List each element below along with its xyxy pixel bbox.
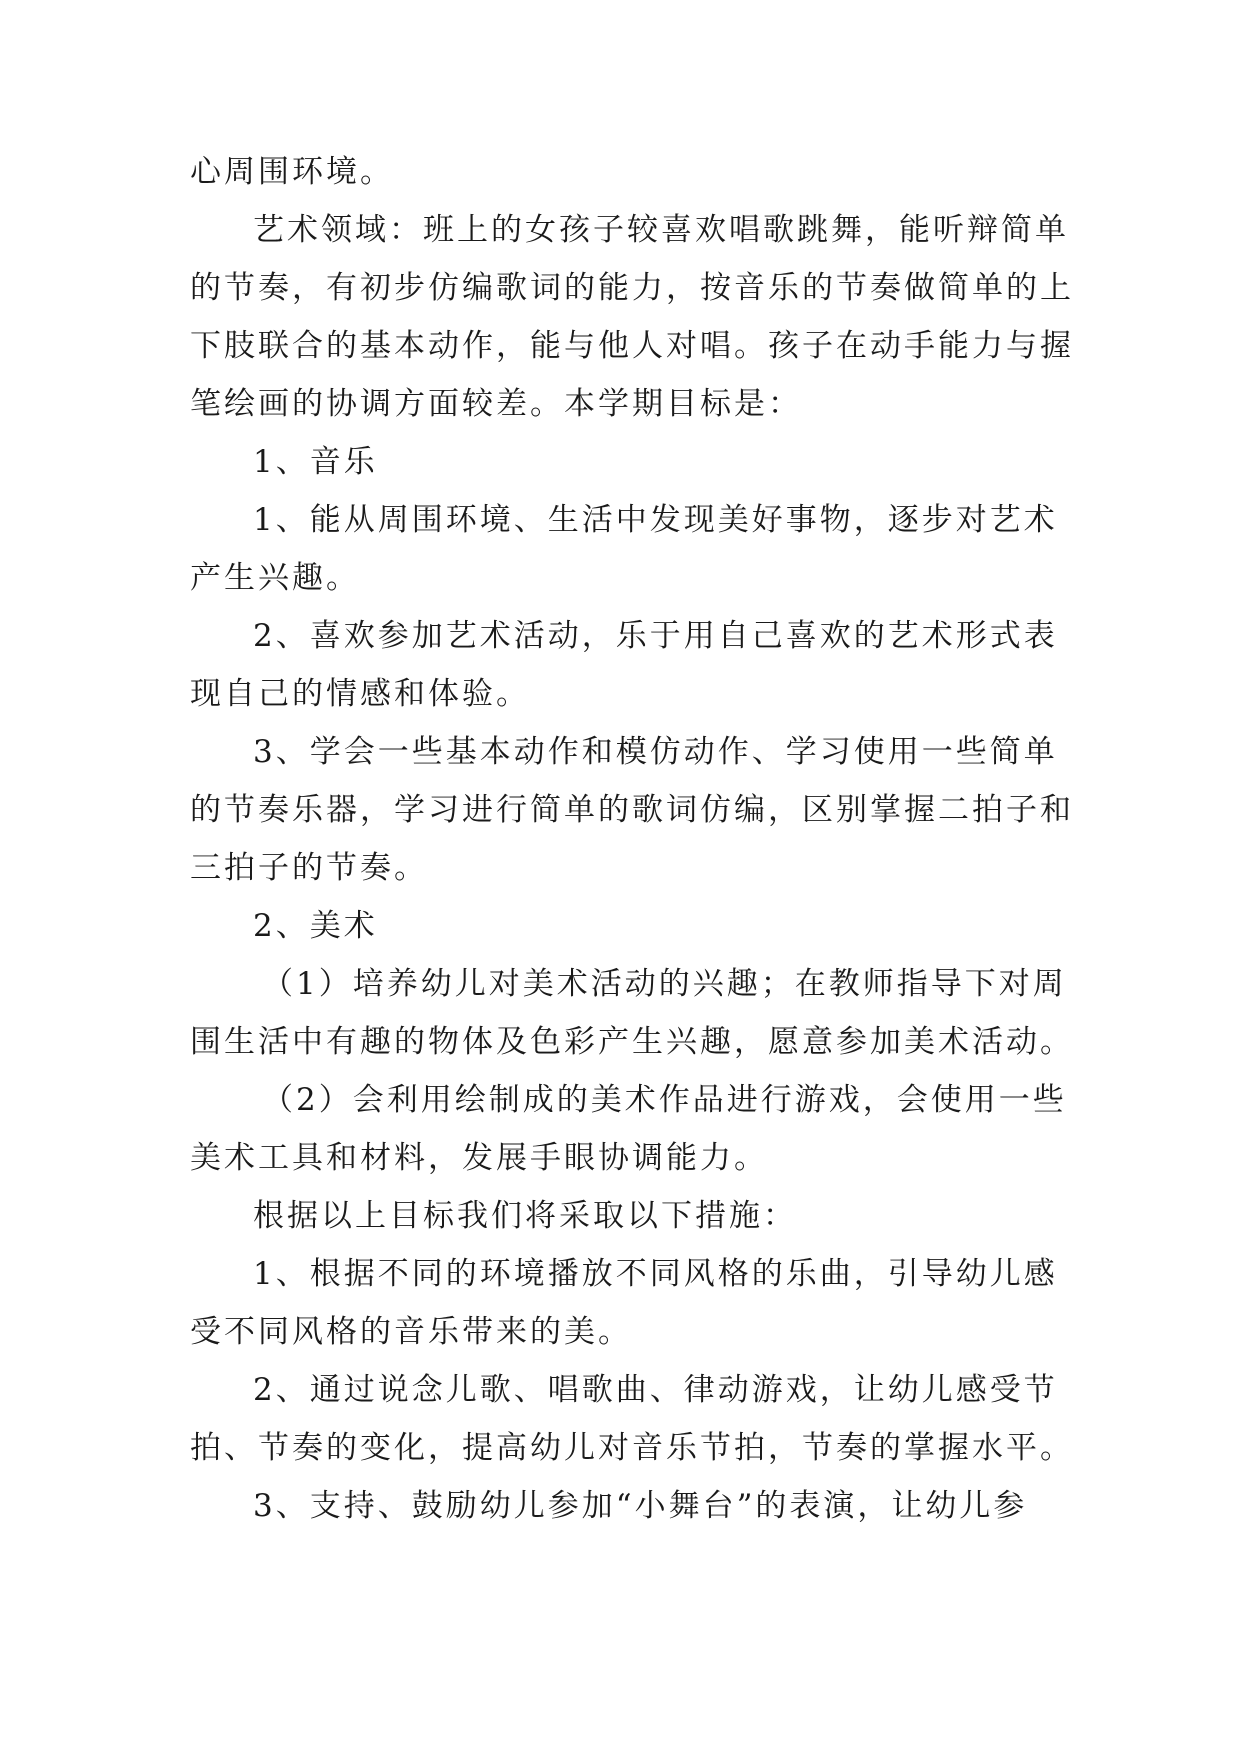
text-line: 3、学会一些基本动作和模仿动作、学习使用一些简单: [253, 734, 1058, 770]
section-heading: 2、美术: [253, 908, 378, 944]
text-line: （1）培养幼儿对美术活动的兴趣；在教师指导下对周: [262, 966, 1067, 1002]
text-line: 三拍子的节奏。: [190, 850, 428, 886]
section-heading: 1、音乐: [253, 444, 378, 480]
text-line: 美术工具和材料，发展手眼协调能力。: [190, 1140, 768, 1176]
text-line: （2）会利用绘制成的美术作品进行游戏，会使用一些: [262, 1082, 1067, 1118]
text-line: 艺术领域：班上的女孩子较喜欢唱歌跳舞，能听辩简单: [253, 212, 1069, 248]
text-line: 笔绘画的协调方面较差。本学期目标是：: [190, 386, 802, 422]
text-line: 3、支持、鼓励幼儿参加“小舞台”的表演，让幼儿参: [253, 1488, 1028, 1524]
text-line: 2、喜欢参加艺术活动，乐于用自己喜欢的艺术形式表: [253, 618, 1058, 654]
text-line: 1、能从周围环境、生活中发现美好事物，逐步对艺术: [253, 502, 1058, 538]
text-line: 根据以上目标我们将采取以下措施：: [253, 1198, 797, 1234]
text-line: 围生活中有趣的物体及色彩产生兴趣，愿意参加美术活动。: [190, 1024, 1074, 1060]
text-line: 的节奏乐器，学习进行简单的歌词仿编，区别掌握二拍子和: [190, 792, 1074, 828]
text-line: 2、通过说念儿歌、唱歌曲、律动游戏，让幼儿感受节: [253, 1372, 1058, 1408]
text-line: 拍、节奏的变化，提高幼儿对音乐节拍，节奏的掌握水平。: [190, 1430, 1074, 1466]
text-line: 心周围环境。: [190, 154, 394, 190]
text-line: 下肢联合的基本动作，能与他人对唱。孩子在动手能力与握: [190, 328, 1074, 364]
text-line: 1、根据不同的环境播放不同风格的乐曲，引导幼儿感: [253, 1256, 1058, 1292]
text-line: 受不同风格的音乐带来的美。: [190, 1314, 632, 1350]
text-line: 现自己的情感和体验。: [190, 676, 530, 712]
text-line: 的节奏，有初步仿编歌词的能力，按音乐的节奏做简单的上: [190, 270, 1074, 306]
text-line: 产生兴趣。: [190, 560, 360, 596]
